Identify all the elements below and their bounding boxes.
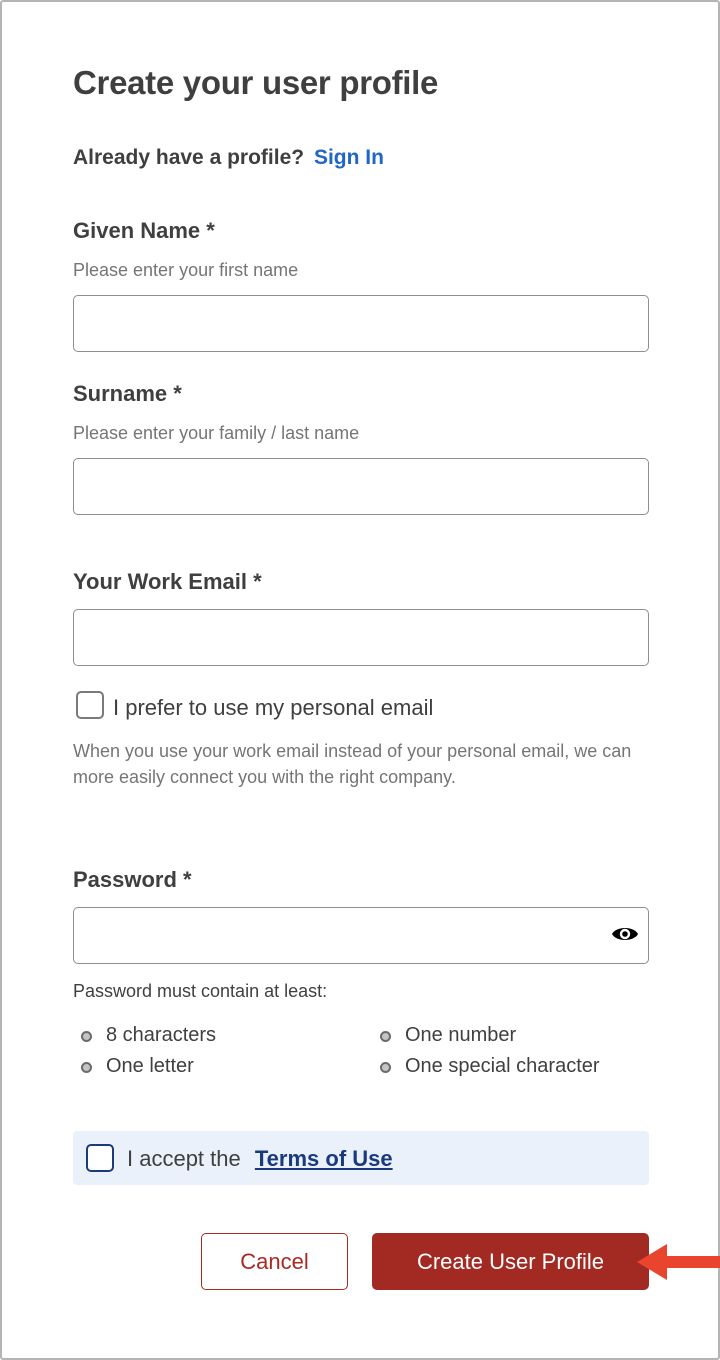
given-name-label: Given Name * xyxy=(73,218,215,243)
password-input[interactable] xyxy=(73,907,649,964)
terms-checkbox[interactable] xyxy=(86,1144,114,1172)
surname-label: Surname * xyxy=(73,381,182,406)
terms-label xyxy=(127,1146,393,1172)
requirement-item xyxy=(380,1024,516,1047)
requirement-text: One letter xyxy=(106,1055,194,1077)
create-user-profile-button[interactable]: Create User Profile xyxy=(372,1233,649,1290)
page-title: Create your user profile xyxy=(73,64,439,101)
bullet-icon xyxy=(81,1062,92,1073)
given-name-input[interactable] xyxy=(73,295,649,352)
signin-link[interactable]: Sign In xyxy=(313,146,384,169)
password-label: Password * xyxy=(73,867,192,892)
requirement-text: One number xyxy=(405,1024,517,1046)
signin-prompt: Already have a profile? xyxy=(73,146,305,169)
email-note: When you use your work email instead of your personal email, we can more easily connect you with the right company. xyxy=(73,741,632,787)
terms-prefix: I accept the xyxy=(127,1146,241,1171)
personal-email-checkbox-label[interactable]: I prefer to use my personal email xyxy=(113,695,434,720)
password-requirements-intro: Password must contain at least: xyxy=(73,981,328,1001)
requirement-text: One special character xyxy=(405,1055,600,1077)
bullet-icon xyxy=(380,1031,391,1042)
personal-email-checkbox[interactable] xyxy=(76,691,104,719)
red-arrow-icon xyxy=(637,1238,720,1286)
terms-of-use-link[interactable]: Terms of Use xyxy=(254,1146,393,1171)
work-email-label: Your Work Email * xyxy=(73,569,262,594)
eye-icon[interactable] xyxy=(611,922,639,946)
requirement-item xyxy=(81,1055,194,1078)
surname-hint: Please enter your family / last name xyxy=(73,423,360,443)
given-name-hint: Please enter your first name xyxy=(73,260,299,280)
bullet-icon xyxy=(380,1062,391,1073)
requirement-item xyxy=(380,1055,600,1078)
requirement-text: 8 characters xyxy=(106,1024,217,1046)
cancel-button[interactable]: Cancel xyxy=(201,1233,348,1290)
work-email-input[interactable] xyxy=(73,609,649,666)
surname-input[interactable] xyxy=(73,458,649,515)
bullet-icon xyxy=(81,1031,92,1042)
requirement-item xyxy=(81,1024,216,1047)
signin-row xyxy=(73,146,384,170)
